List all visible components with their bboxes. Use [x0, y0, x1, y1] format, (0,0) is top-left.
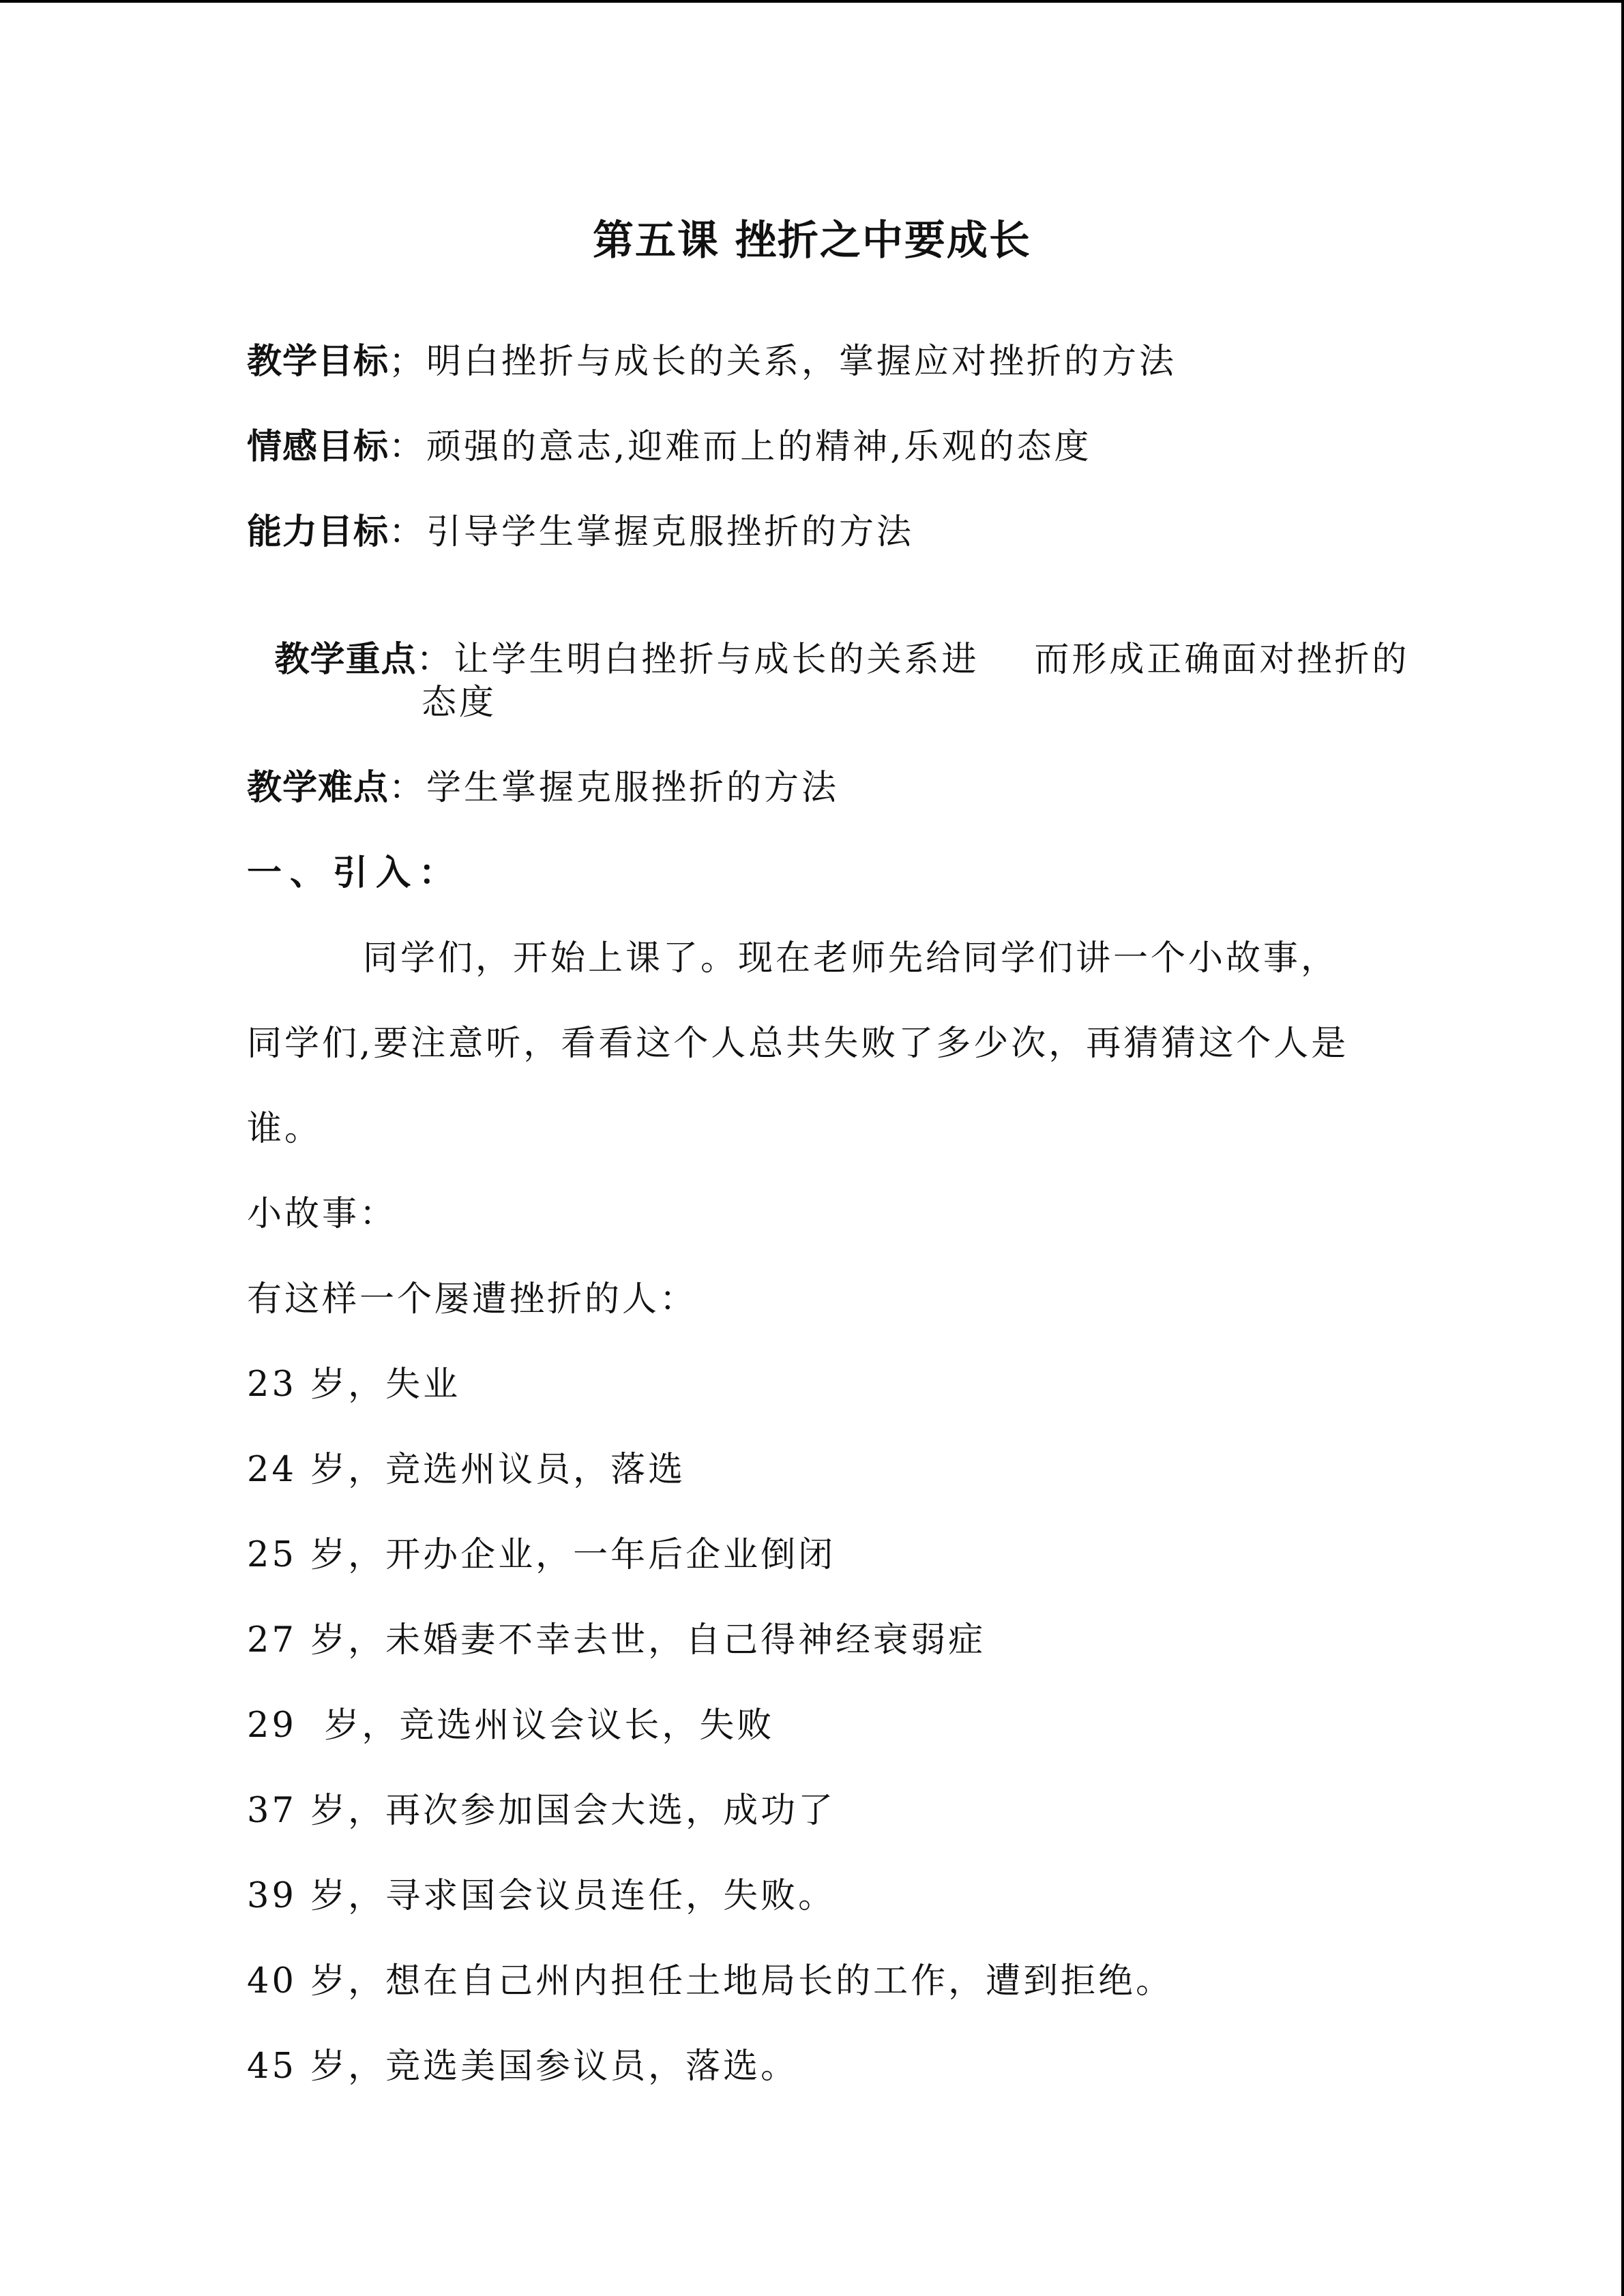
objective-separator: ：	[389, 768, 427, 808]
objective-label: 情感目标	[247, 427, 389, 467]
objective-key-point	[247, 597, 1409, 681]
paragraph-line: 同学们,要注意听，看看这个人总共失败了多少次，再猜猜这个人是	[247, 1024, 1349, 1064]
objective-separator: ：	[416, 640, 454, 680]
page-right-border	[1621, 0, 1624, 2296]
objective-ability-goal	[247, 511, 914, 554]
objective-text: 让学生明白挫折与成长的关系进 而形成正确面对挫折的	[454, 640, 1410, 680]
story-event: 27 岁，未婚妻不幸去世，自己得神经衰弱症	[247, 1620, 986, 1660]
page-top-border	[0, 0, 1624, 3]
story-event: 45 岁，竞选美国参议员，落选。	[247, 2046, 799, 2087]
objective-label: 教学难点	[247, 768, 389, 808]
story-event: 40 岁，想在自己州内担任土地局长的工作，遭到拒绝。	[247, 1961, 1174, 2001]
page-title: 第五课 挫折之中要成长	[593, 217, 1031, 265]
objective-text: 顽强的意志,迎难而上的精神,乐观的态度	[426, 427, 1092, 467]
objective-label: 教学重点	[274, 640, 417, 680]
story-event: 29 岁，竞选州议会议长，失败	[247, 1705, 775, 1746]
objective-text: 学生掌握克服挫折的方法	[426, 768, 840, 808]
story-label: 小故事：	[247, 1194, 398, 1234]
objective-text: 明白挫折与成长的关系，掌握应对挫折的方法	[426, 342, 1177, 382]
section-heading-introduction: 一、引入：	[247, 853, 462, 893]
objective-separator: ：	[389, 512, 427, 552]
story-event: 25 岁，开办企业，一年后企业倒闭	[247, 1535, 836, 1575]
objective-separator: ；	[389, 342, 427, 382]
objective-difficulty	[247, 767, 839, 809]
story-event: 39 岁，寻求国会议员连任，失败。	[247, 1876, 836, 1916]
paragraph-line: 谁。	[247, 1109, 323, 1149]
objective-key-point-continuation: 态度	[422, 683, 497, 723]
story-intro: 有这样一个屡遭挫折的人：	[247, 1279, 698, 1320]
paragraph-line: 同学们，开始上课了。现在老师先给同学们讲一个小故事，	[363, 938, 1339, 979]
story-event: 37 岁，再次参加国会大选，成功了	[247, 1791, 836, 1831]
objective-label: 能力目标	[247, 512, 389, 552]
story-event: 24 岁，竞选州议员，落选	[247, 1450, 686, 1490]
objective-teaching-goal	[247, 341, 1177, 383]
objective-text: 引导学生掌握克服挫折的方法	[426, 512, 915, 552]
objective-separator: ：	[389, 427, 427, 467]
objective-emotional-goal	[247, 426, 1091, 468]
story-event: 23 岁，失业	[247, 1365, 461, 1405]
objective-label: 教学目标	[247, 342, 389, 382]
